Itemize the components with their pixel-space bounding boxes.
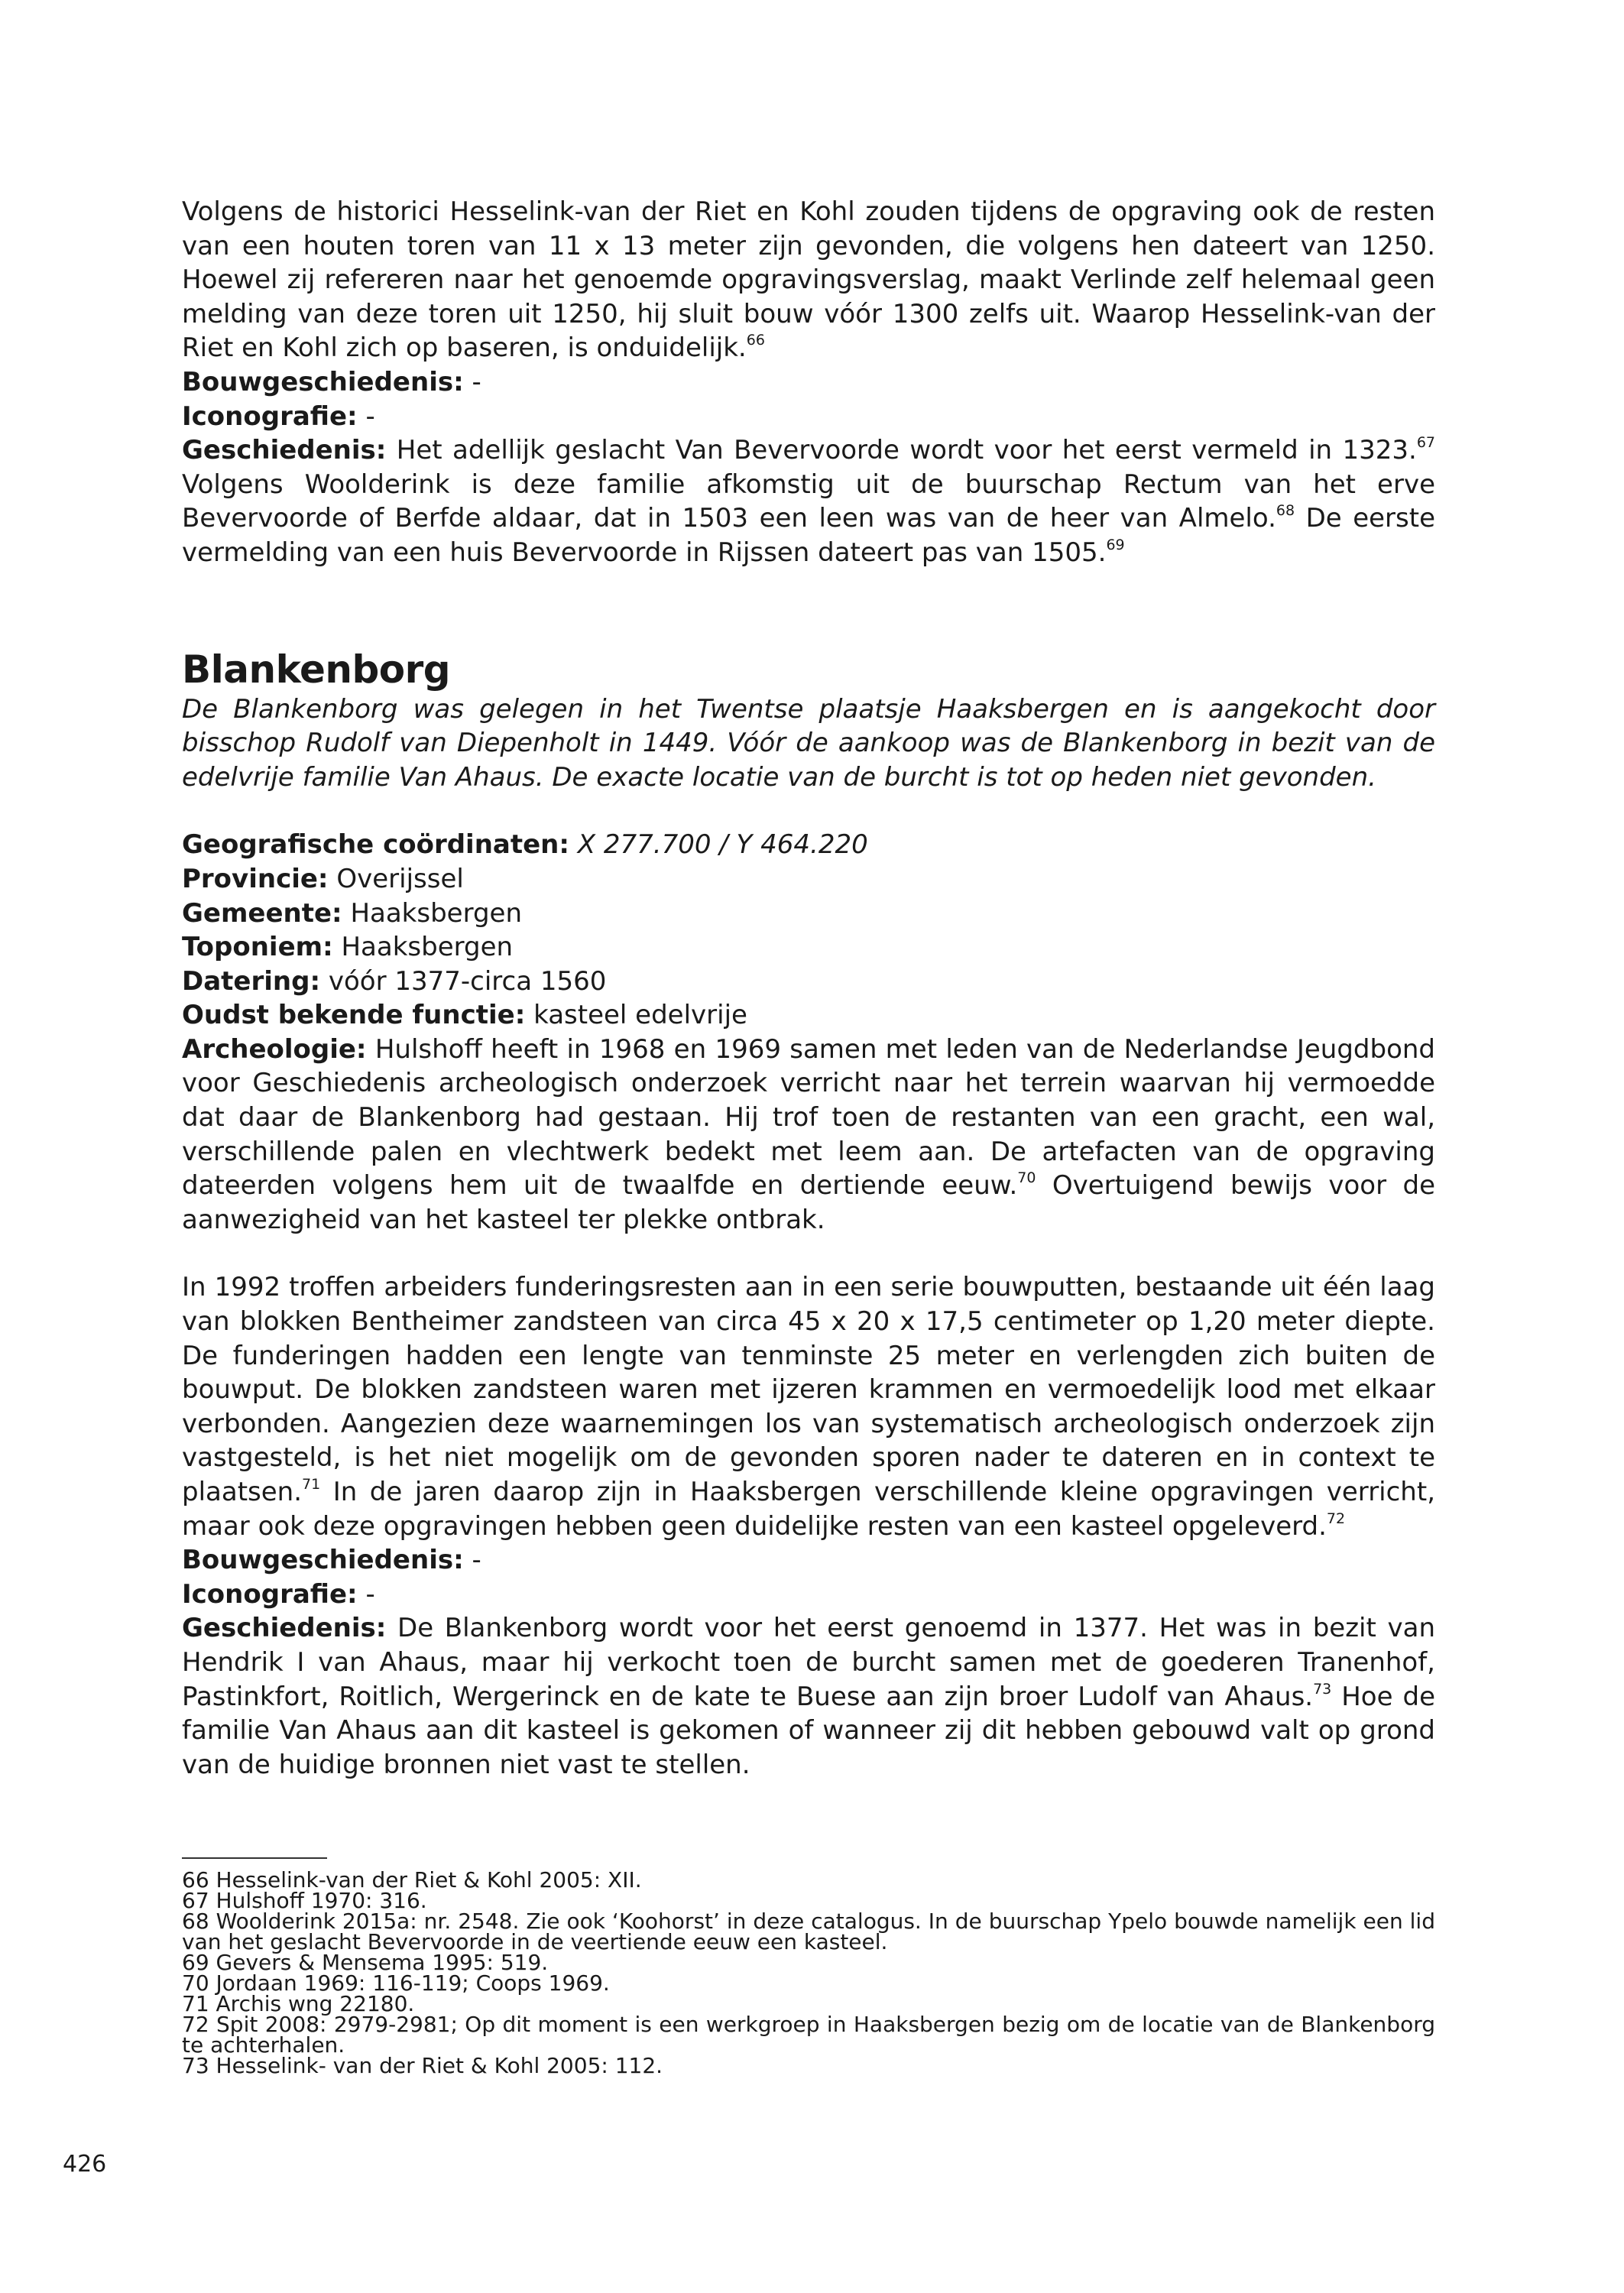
footnote-67: 67 Hulshoff 1970: 316. xyxy=(182,1888,427,1913)
paragraph-funderingen: In 1992 troffen arbeiders funderingsresten aan in een serie bouwputten, bestaande uit één laag van blokken Bentheimer zandsteen van circa 45 x 20 x 17,5 centimeter op 1,20 meter diepte. De funderingen hadden een lengte van tenminste 25 meter en verlengden zich buiten de bouwput. De blokken zandsteen waren met ijzeren krammen en vermoedelijk lood met elkaar verbonden. Aangezien deze waarnemingen los van systematisch archeologisch onderzoek zijn vastgesteld, is het niet mogelijk om de gevonden sporen nader te dateren en in context te plaatsen.$^{71}$ In de jaren daarop zijn in Haaksbergen verschillende kleine opgravingen verricht, maar ook deze opgravingen hebben geen duidelijke resten van een kasteel opgeleverd.$^{72}$ xyxy=(182,1272,1435,1542)
field-label: Geschiedenis: xyxy=(182,435,387,466)
main-text xyxy=(182,195,1435,1782)
field-value: Overijssel xyxy=(328,863,464,894)
field-label: Datering: xyxy=(182,965,321,997)
field-iconografie xyxy=(182,400,1435,434)
field-value: Haaksbergen xyxy=(332,932,514,963)
field-label: Bouwgeschiedenis: xyxy=(182,1545,464,1576)
footnote-68: 68 Woolderink 2015a: nr. 2548. Zie ook ‘Koohorst’ in deze catalogus. In de buurschap Ypelo bouwde namelijk een lid van het geslacht Bevervoorde in de veertiende eeuw een kasteel. xyxy=(182,1909,1435,1954)
field-value: X 277.700 / Y 464.220 xyxy=(569,829,868,861)
footnote-ref-68[interactable]: 68 xyxy=(1276,502,1295,520)
field-coordinaten xyxy=(182,828,1435,862)
footnote-ref-69[interactable]: 69 xyxy=(1106,536,1125,553)
field-label: Iconografie: xyxy=(182,401,358,432)
field-value: Haaksbergen xyxy=(342,897,523,929)
field-value: - xyxy=(463,366,481,397)
field-gemeente xyxy=(182,897,1435,931)
field-label: Gemeente: xyxy=(182,897,342,929)
footnote-70: 70 Jordaan 1969: 116-119; Coops 1969. xyxy=(182,1970,610,1996)
footnote-ref-71[interactable]: 71 xyxy=(302,1476,321,1493)
field-label: Geschiedenis: xyxy=(182,1613,387,1644)
footnote-66: 66 Hesselink-van der Riet & Kohl 2005: XII. xyxy=(182,1867,642,1892)
section-heading: Blankenborg xyxy=(182,647,451,692)
footnote-73: 73 Hesselink- van der Riet & Kohl 2005: 112. xyxy=(182,2053,663,2078)
field-geschiedenis: Geschiedenis: Het adellijk geslacht Van Bevervoorde wordt voor het eerst vermeld in 1323.67 Volgens Woolderink is deze familie afkomstig uit de buurschap Rectum van het erve Bevervoorde of Berfde aldaar, dat in 1503 een leen was van de heer van Almelo.$^{68}$ De eerste vermelding van een huis Bevervoorde in Rijssen dateert pas van 1505.69 xyxy=(182,434,1435,568)
field-datering xyxy=(182,965,1435,999)
field-geschiedenis: Geschiedenis: De Blankenborg wordt voor het eerst genoemd in 1377. Het was in bezit van Hendrik I van Ahaus, maar hij verkocht toen de burcht samen met de goederen Tranenhof, Pastinkfort, Roitlich, Wergerinck en de kate te Buese aan zijn broer Ludolf van Ahaus.$^{73}$ Hoe de familie Van Ahaus aan dit kasteel is gekomen of wanneer zij dit hebben gebouwd valt op grond van de huidige bronnen niet vast te stellen. xyxy=(182,1613,1435,1780)
field-label: Toponiem: xyxy=(182,932,333,963)
footnotes xyxy=(182,1867,1435,2078)
paragraph-toren: Volgens de historici Hesselink-van der Riet en Kohl zouden tijdens de opgraving ook de resten van een houten toren van 11 x 13 meter zijn gevonden, die volgens hen dateert van 1250. Hoewel zij refereren naar het genoemde opgravingsverslag, maakt Verlinde zelf helemaal geen melding van deze toren uit 1250, hij sluit bouw vóór 1300 zelfs uit. Waarop Hesselink-van der Riet en Kohl zich op baseren, is onduidelijk.$^{66}$ xyxy=(182,196,1435,364)
field-provincie xyxy=(182,862,1435,897)
footnote-71: 71 Archis wng 22180. xyxy=(182,1991,415,2016)
field-label: Oudst bekende functie: xyxy=(182,1000,526,1031)
field-value: - xyxy=(357,1578,375,1610)
field-value: kasteel edelvrije xyxy=(525,1000,747,1031)
footnote-72: 72 Spit 2008: 2979-2981; Op dit moment is een werkgroep in Haaksbergen bezig om de locatie van de Blankenborg te achterhalen. xyxy=(182,2012,1435,2058)
field-iconografie xyxy=(182,1578,1435,1612)
field-bouwgeschiedenis xyxy=(182,1543,1435,1578)
footnote-ref-73[interactable]: 73 xyxy=(1313,1680,1332,1698)
footnote-69: 69 Gevers & Mensema 1995: 519. xyxy=(182,1950,549,1975)
field-archeologie: Archeologie: Hulshoff heeft in 1968 en 1969 samen met leden van de Nederlandse Jeugdbond voor Geschiedenis archeologisch onderzoek verricht naar het terrein waarvan hij vermoedde dat daar de Blankenborg had gestaan. Hij trof toen de restanten van een gracht, een wal, verschillende palen en vlechtwerk bedekt met leem aan. De artefacten van de opgraving dateerden volgens hem uit de twaalfde en dertiende eeuw.$^{70}$ Overtuigend bewijs voor de aanwezigheid van het kasteel ter plekke ontbrak. xyxy=(182,1033,1435,1235)
section-intro: De Blankenborg was gelegen in het Twentse plaatsje Haaksbergen en is aangekocht door bisschop Rudolf van Diepenholt in 1449. Vóór de aankoop was de Blankenborg in bezit van de edelvrije familie Van Ahaus. De exacte locatie van de burcht is tot op heden niet gevonden. xyxy=(182,693,1435,793)
field-label: Provincie: xyxy=(182,863,329,894)
field-label: Bouwgeschiedenis: xyxy=(182,366,464,397)
footnote-ref-72[interactable]: 72 xyxy=(1326,1510,1346,1527)
footnote-ref-67[interactable]: 67 xyxy=(1416,434,1435,452)
field-label: Archeologie: xyxy=(182,1033,367,1065)
field-value: - xyxy=(463,1545,481,1576)
footnote-divider xyxy=(182,1857,327,1859)
footnote-ref-66[interactable]: 66 xyxy=(746,332,765,349)
field-functie xyxy=(182,998,1435,1033)
field-label: Geografische coördinaten: xyxy=(182,829,569,861)
field-bouwgeschiedenis xyxy=(182,365,1435,400)
field-toponiem xyxy=(182,930,1435,965)
field-value: vóór 1377-circa 1560 xyxy=(320,965,607,997)
footnote-ref-70[interactable]: 70 xyxy=(1017,1169,1036,1187)
page-number: 426 xyxy=(63,2151,107,2178)
field-label: Iconografie: xyxy=(182,1578,358,1610)
field-value: - xyxy=(357,401,375,432)
